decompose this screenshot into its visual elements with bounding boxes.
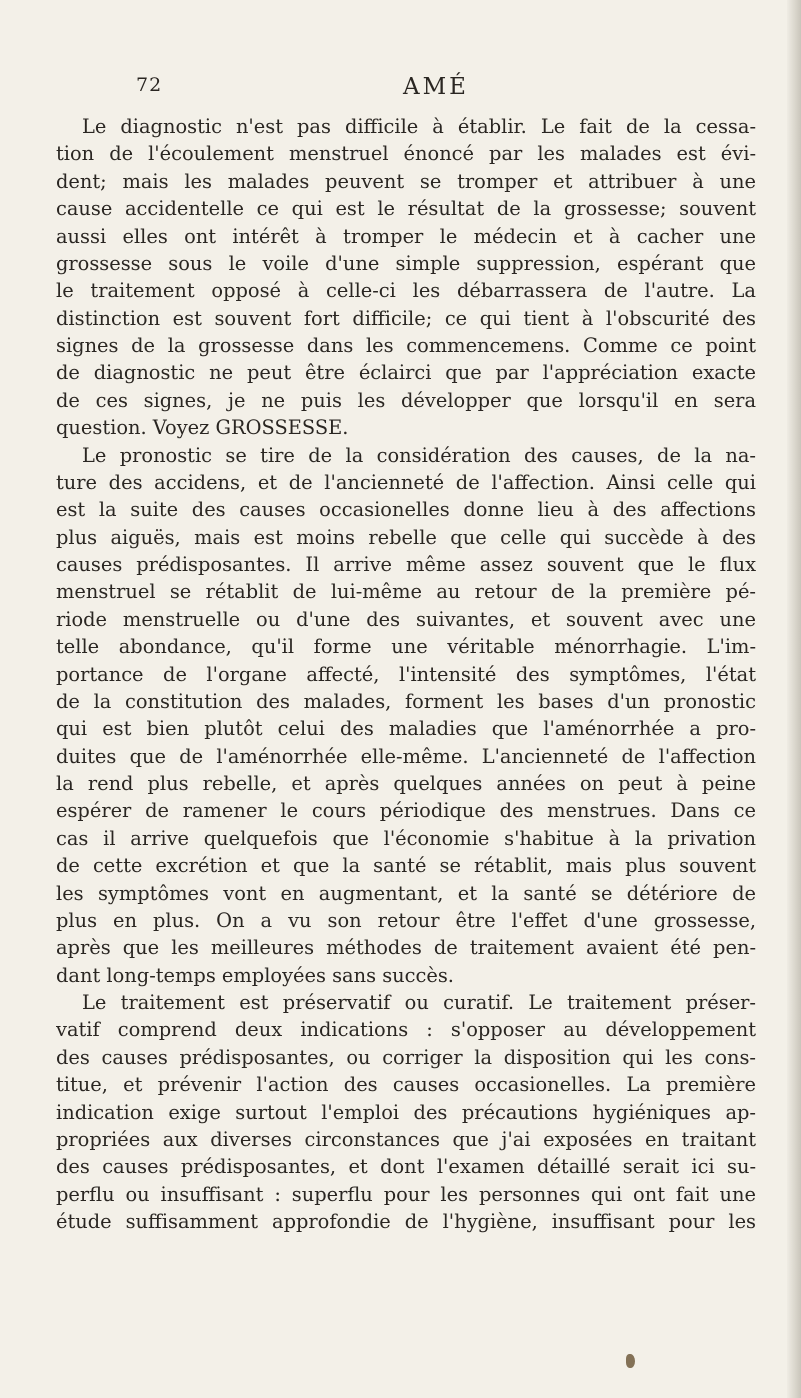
text-line: signes de la grossesse dans les commencemens. Comme ce point	[56, 334, 756, 357]
text-line: aussi elles ont intérêt à tromper le médecin et à cacher une	[56, 224, 756, 248]
text-line: la rend plus rebelle, et après quelques années on peut à peine	[56, 772, 756, 795]
text-line: tion de l'écoulement menstruel énoncé par les malades est évi-	[56, 142, 756, 166]
text-line: Le traitement est préservatif ou curatif. Le traitement préser-	[82, 991, 756, 1014]
page-header	[136, 74, 736, 104]
text-line: portance de l'organe affecté, l'intensité des symptômes, l'état	[56, 662, 756, 686]
text-line: titue, et prévenir l'action des causes occasionelles. La première	[56, 1073, 756, 1097]
text-line: distinction est souvent fort difficile; ce qui tient à l'obscurité des	[56, 306, 756, 330]
text-line: les symptômes vont en augmentant, et la santé se détériore de	[56, 881, 756, 905]
page-edge	[787, 0, 801, 1398]
text-line: le traitement opposé à celle-ci les débarrassera de l'autre. La	[56, 279, 756, 303]
text-line: des causes prédisposantes, ou corriger la disposition qui les cons-	[56, 1045, 756, 1069]
text-line: dent; mais les malades peuvent se tromper et attribuer à une	[56, 169, 756, 193]
text-line: étude suffisamment approfondie de l'hygiène, insuffisant pour les	[56, 1210, 756, 1233]
text-line: menstruel se rétablit de lui-même au retour de la première pé-	[56, 580, 756, 604]
text-line: de diagnostic ne peut être éclairci que par l'appréciation exacte	[56, 361, 756, 385]
text-line: ture des accidens, et de l'ancienneté de l'affection. Ainsi celle qui	[56, 470, 756, 494]
text-line: riode menstruelle ou d'une des suivantes, et souvent avec une	[56, 607, 756, 631]
text-line: duites que de l'aménorrhée elle-même. L'ancienneté de l'affection	[56, 744, 756, 768]
text-line: Le diagnostic n'est pas difficile à établir. Le fait de la cessa-	[82, 115, 756, 138]
text-line: causes prédisposantes. Il arrive même assez souvent que le flux	[56, 553, 756, 576]
text-line: propriées aux diverses circonstances que j'ai exposées en traitant	[56, 1127, 756, 1151]
text-line: Le pronostic se tire de la considération des causes, de la na-	[82, 443, 756, 467]
text-line: cas il arrive quelquefois que l'économie s'habitue à la privation	[56, 826, 756, 850]
text-line: dant long-temps employées sans succès.	[56, 963, 454, 987]
text-line: de cette excrétion et que la santé se rétablit, mais plus souvent	[56, 854, 756, 878]
ink-smudge	[626, 1354, 635, 1368]
text-line: qui est bien plutôt celui des maladies que l'aménorrhée a pro-	[56, 717, 756, 741]
text-line: après que les meilleures méthodes de traitement avaient été pen-	[56, 936, 756, 960]
text-line: de la constitution des malades, forment les bases d'un pronostic	[56, 689, 756, 713]
text-line: grossesse sous le voile d'une simple suppression, espérant que	[56, 251, 756, 275]
text-line: vatif comprend deux indications : s'opposer au développement	[56, 1018, 756, 1042]
text-line: perflu ou insuffisant : superflu pour les personnes qui ont fait une	[56, 1182, 756, 1206]
text-line: des causes prédisposantes, et dont l'examen détaillé serait ici su-	[56, 1155, 756, 1179]
text-line: est la suite des causes occasionelles donne lieu à des affections	[56, 498, 756, 522]
text-line: question. Voyez GROSSESSE.	[56, 416, 349, 440]
text-line: plus en plus. On a vu son retour être l'effet d'une grossesse,	[56, 908, 756, 932]
text-line: indication exige surtout l'emploi des précautions hygiéniques ap-	[56, 1100, 756, 1124]
text-line: de ces signes, je ne puis les développer que lorsqu'il en sera	[56, 388, 756, 412]
page-number: 72	[136, 74, 163, 96]
text-line: cause accidentelle ce qui est le résultat de la grossesse; souvent	[56, 197, 756, 221]
text-line: plus aiguës, mais est moins rebelle que celle qui succède à des	[56, 525, 756, 549]
text-line: telle abondance, qu'il forme une véritable ménorrhagie. L'im-	[56, 635, 756, 659]
text-line: espérer de ramener le cours périodique des menstrues. Dans ce	[56, 799, 756, 823]
running-head: AMÉ	[403, 74, 469, 100]
body-text	[56, 113, 756, 1235]
